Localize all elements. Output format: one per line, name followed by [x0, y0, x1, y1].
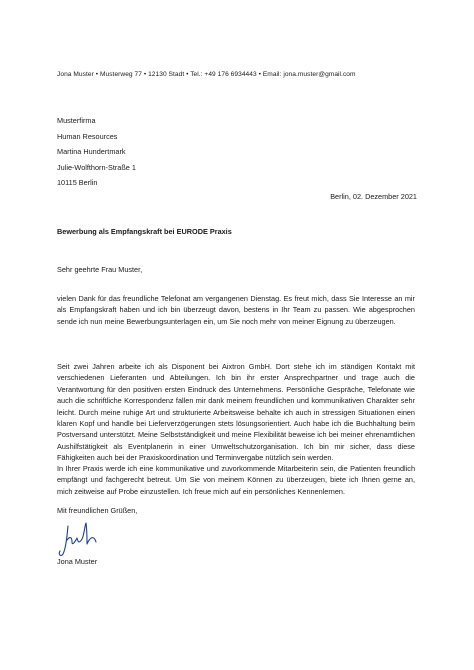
- salutation: Sehr geehrte Frau Muster,: [57, 265, 143, 274]
- handwritten-signature-icon: [54, 520, 114, 560]
- closing-phrase: Mit freundlichen Grüßen,: [57, 506, 138, 515]
- recipient-city: 10115 Berlin: [57, 178, 98, 188]
- recipient-department: Human Resources: [57, 131, 118, 141]
- body-paragraph-2: Seit zwei Jahren arbeite ich als Disponent bei Aixtron GmbH. Dort stehe ich im ständigen Kontakt mit verschiedenen Lieferanten und Abteilungen. Ich bin ihr erster Ansprechpartner und trage auch die Verantwortung für den positiven ersten Eindruck des Unternehmens. Persönliche Gespräche, Telefonate wie auch die schriftliche Korrespondenz fallen mir dank meinem freundlichen und kommunikativen Charakter sehr leicht. Durch meine ruhige Art und strukturierte Arbeitsweise behalte ich auch in stressigen Situationen einen klaren Kopf und handle bei Lieferverzögerungen stets lösungsorientiert. Auch habe ich die Buchhaltung beim Postversand unterstützt. Meine Selbstständigkeit und meine Flexibilität beweise ich bei meiner ehrenamtlichen Aushilfstätigkeit als Eventplanerin in einer Umweltschutzorganisation. Ich bin mir sicher, dass diese Fähigkeiten auch bei der Praxiskoordination und Terminvergabe nützlich sein werden.: [57, 362, 415, 463]
- body-paragraph-1: vielen Dank für das freundliche Telefonat am vergangenen Dienstag. Es freut mich, dass Sie Interesse an mir als Empfangskraft haben und ich bin überzeugt davon, bestens in Ihr Team zu passen. Wie abgesprochen sende ich nun meine Bewerbungsunterlagen ein, um Sie noch mehr von meiner Eignung zu überzeugen.: [57, 294, 415, 326]
- letter-date: Berlin, 02. Dezember 2021: [330, 192, 417, 201]
- sender-address-line: Jona Muster • Musterweg 77 • 12130 Stadt • Tel.: +49 176 6934443 • Email: jona.muster@gmail.com: [57, 71, 356, 78]
- recipient-company: Musterfirma: [57, 116, 96, 125]
- signer-name: Jona Muster: [57, 557, 98, 566]
- letter-subject: Bewerbung als Empfangskraft bei EURODE Praxis: [57, 227, 232, 236]
- recipient-street: Julie-Wolfthorn-Straße 1: [57, 162, 136, 172]
- body-paragraph-3: In Ihrer Praxis werde ich eine kommunikative und zuvorkommende Mitarbeiterin sein, die Patienten freundlich empfängt und fachgerecht betreut. Um Sie von meinem Können zu überzeugen, biete ich Ihnen gerne an, mich zeitweise auf Probe einzustellen. Ich freue mich auf ein persönliches Kennenlernen.: [57, 464, 415, 496]
- recipient-name: Martina Hundertmark: [57, 147, 126, 157]
- recipient-address-block: [57, 113, 136, 191]
